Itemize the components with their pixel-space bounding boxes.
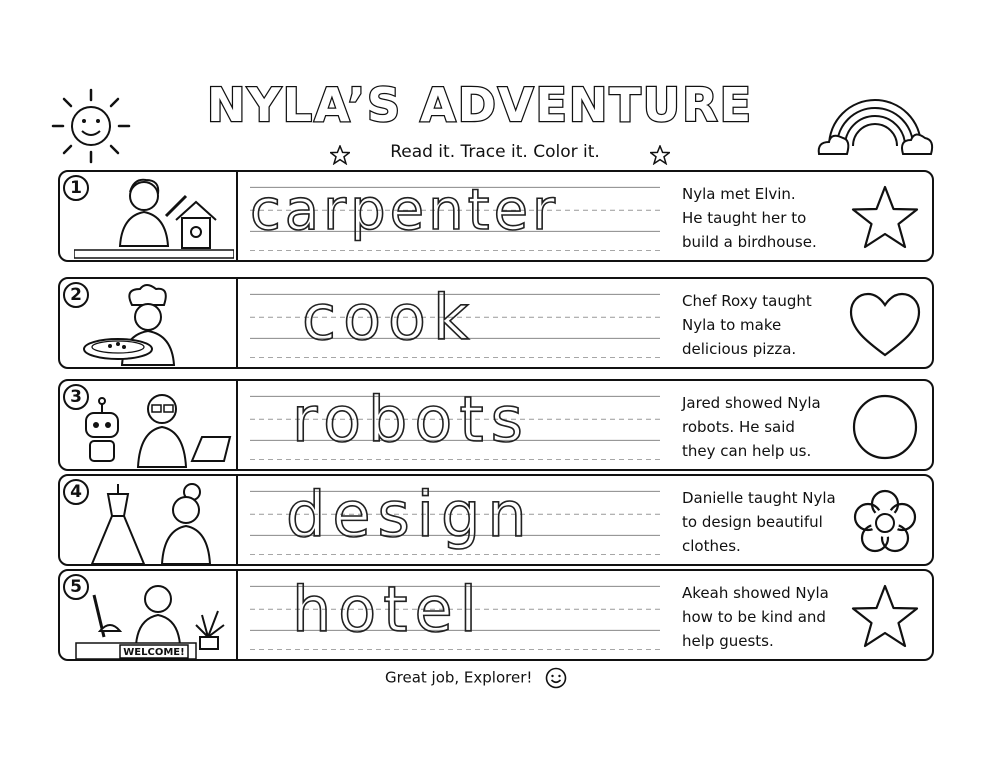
star-icon: [848, 184, 922, 252]
activity-row-1: [58, 170, 934, 262]
row-divider: [236, 381, 238, 469]
row-number: 2: [63, 282, 89, 308]
hotel-illustration: [74, 575, 234, 659]
row-number: 1: [63, 175, 89, 201]
trace-word: cook: [302, 281, 476, 354]
story-line: help guests.: [682, 632, 774, 650]
story-line: Akeah showed Nyla: [682, 584, 829, 602]
trace-word: carpenter: [250, 178, 560, 243]
story-line: to design beautiful: [682, 513, 823, 531]
sun-icon: [50, 88, 132, 164]
activity-row-4: [58, 474, 934, 566]
trace-word: hotel: [292, 573, 484, 646]
circle-icon: [848, 393, 922, 461]
footer-text: Great job, Explorer!: [385, 668, 533, 687]
activity-row-2: [58, 277, 934, 369]
heart-icon: [848, 291, 922, 359]
row-divider: [236, 476, 238, 564]
story-text: [682, 391, 847, 463]
rainbow-icon: [815, 84, 935, 162]
story-text: [682, 486, 847, 558]
row-divider: [236, 172, 238, 260]
story-line: Nyla met Elvin.: [682, 185, 796, 203]
story-line: how to be kind and: [682, 608, 826, 626]
story-line: build a birdhouse.: [682, 233, 817, 251]
star-icon: [848, 583, 922, 651]
trace-word: robots: [292, 383, 530, 456]
flower-icon: [848, 488, 922, 556]
chef-illustration: [74, 283, 234, 367]
story-text: [682, 289, 847, 361]
story-line: robots. He said: [682, 418, 795, 436]
welcome-sign-label: WELCOME!: [123, 647, 185, 658]
trace-word: design: [286, 478, 534, 551]
activity-row-5: [58, 569, 934, 661]
row-divider: [236, 279, 238, 367]
story-line: delicious pizza.: [682, 340, 797, 358]
carpenter-illustration: [74, 176, 234, 260]
story-text: [682, 182, 847, 254]
row-number: 5: [63, 574, 89, 600]
row-number: 3: [63, 384, 89, 410]
small-star-icon: [650, 145, 670, 165]
robot-engineer-illustration: [74, 385, 234, 469]
footer: [385, 667, 585, 689]
instructions: Read it. Trace it. Color it.: [390, 142, 600, 162]
story-line: Jared showed Nyla: [682, 394, 821, 412]
story-line: Nyla to make: [682, 316, 782, 334]
story-text: [682, 581, 847, 653]
story-line: Danielle taught Nyla: [682, 489, 836, 507]
smiley-icon: [545, 667, 567, 689]
worksheet-title: NYLA’S ADVENTURE: [207, 78, 753, 132]
fashion-designer-illustration: [74, 480, 234, 564]
row-number: 4: [63, 479, 89, 505]
row-divider: [236, 571, 238, 659]
activity-row-3: [58, 379, 934, 471]
story-line: clothes.: [682, 537, 741, 555]
story-line: Chef Roxy taught: [682, 292, 812, 310]
story-line: He taught her to: [682, 209, 807, 227]
story-line: they can help us.: [682, 442, 812, 460]
